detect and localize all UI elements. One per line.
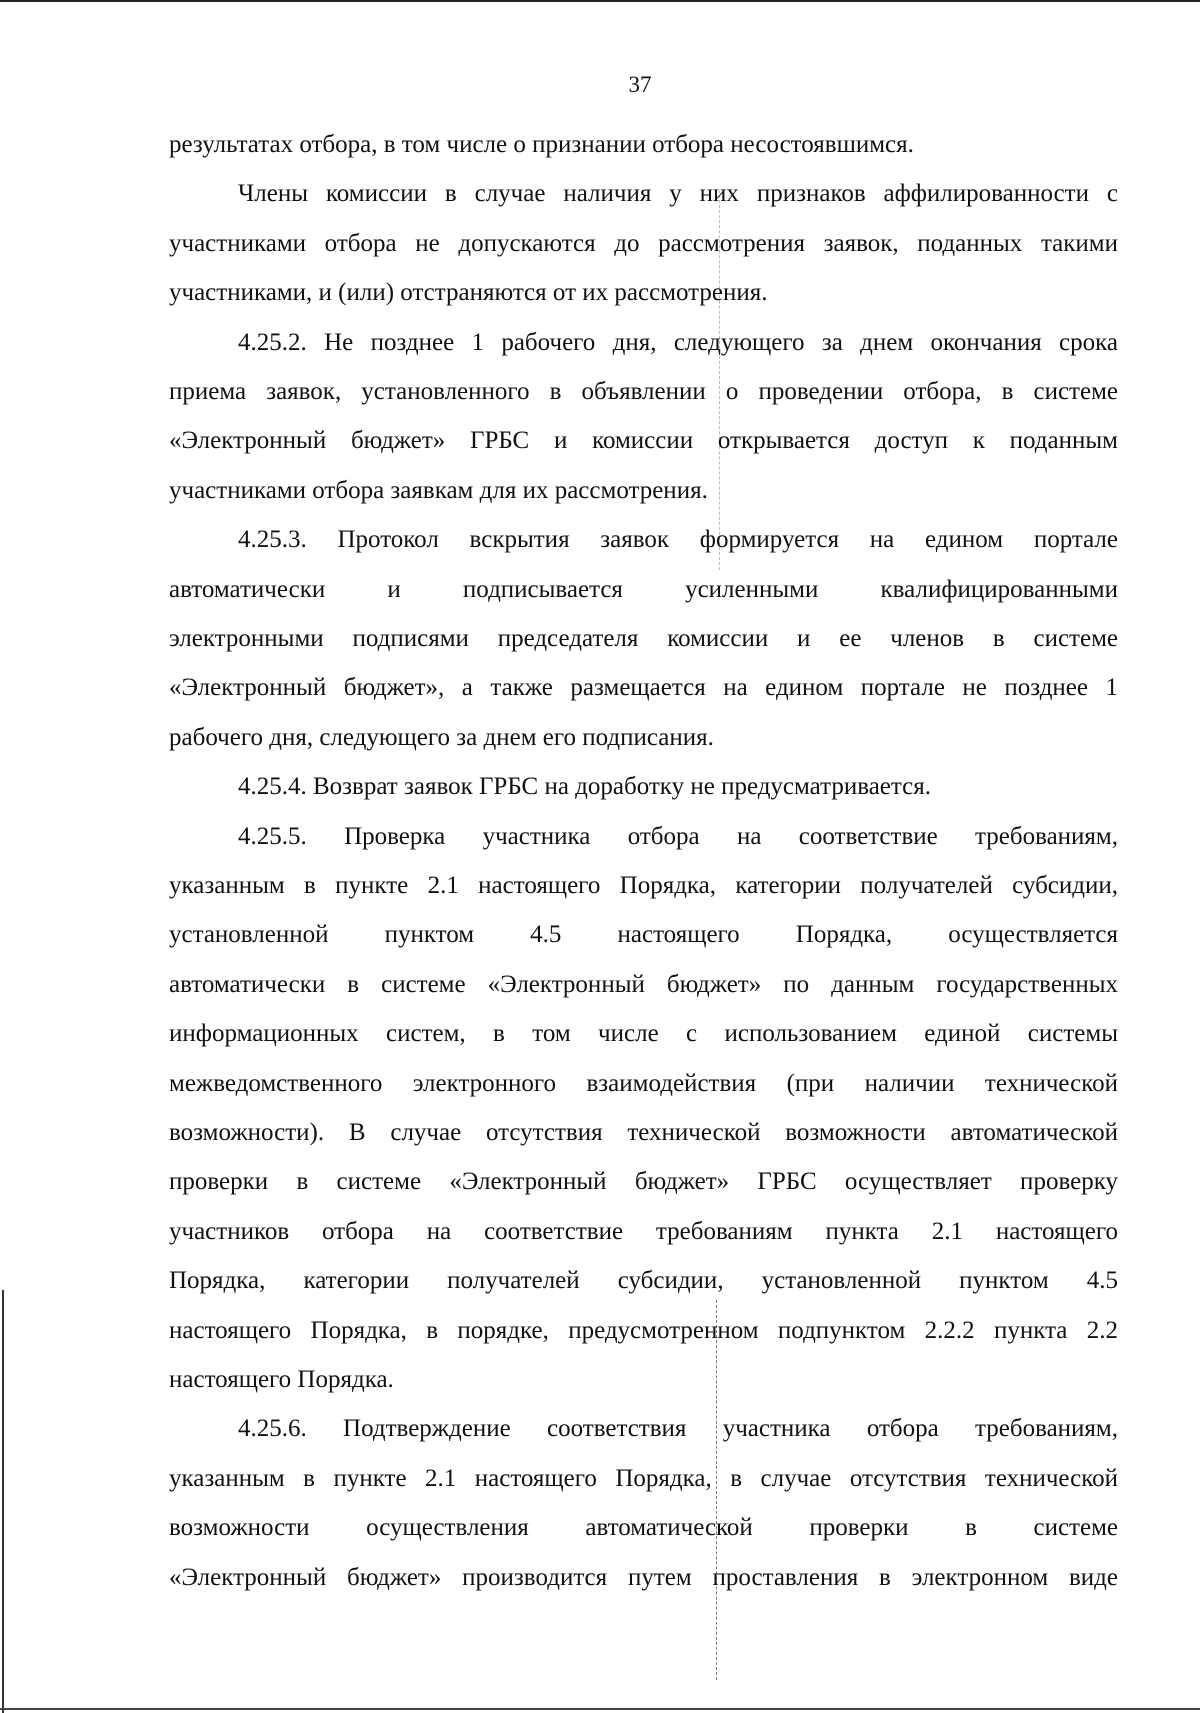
scan-border-left (2, 1290, 4, 1713)
paragraph-7-line: возможности осуществления автоматической проверки в системе (169, 1514, 1118, 1542)
scan-border-bottom (0, 1708, 1200, 1710)
paragraph-7-line: указанным в пункте 2.1 настоящего Порядка, в случае отсутствия технической (169, 1464, 1118, 1492)
paragraph-3-line: участниками отбора заявкам для их рассмотрения. (169, 476, 708, 504)
paragraph-4-line: электронными подписями председателя комиссии и ее членов в системе (169, 625, 1118, 652)
paragraph-6-line: автоматически в системе «Электронный бюджет» по данным государственных (169, 970, 1118, 998)
paragraph-6-line: возможности). В случае отсутствия технической возможности автоматической (169, 1119, 1118, 1146)
paragraph-3-line: приема заявок, установленного в объявлении о проведении отбора, в системе (169, 378, 1118, 405)
paragraph-4-line: автоматически и подписывается усиленными квалифицированными (169, 575, 1118, 603)
paragraph-4-line: «Электронный бюджет», а также размещается на едином портале не позднее 1 (169, 674, 1118, 702)
paragraph-6-line: настоящего Порядка, в порядке, предусмотренном подпунктом 2.2.2 пункта 2.2 (169, 1316, 1118, 1344)
paragraph-5-line: 4.25.4. Возврат заявок ГРБС на доработку не предусматривается. (238, 773, 931, 801)
paragraph-4-line: рабочего дня, следующего за днем его подписания. (169, 723, 714, 751)
paragraph-6-line: установленной пунктом 4.5 настоящего Порядка, осуществляется (169, 921, 1118, 949)
paragraph-6-line: проверки в системе «Электронный бюджет» ГРБС осуществляет проверку (169, 1168, 1118, 1196)
paragraph-2-line: Члены комиссии в случае наличия у них признаков аффилированности с (238, 180, 1118, 208)
paragraph-7-line: «Электронный бюджет» производится путем проставления в электронном виде (169, 1563, 1118, 1591)
paragraph-6-line: настоящего Порядка. (169, 1366, 394, 1393)
page-number: 37 (628, 72, 652, 97)
paragraph-4-line: 4.25.3. Протокол вскрытия заявок формируется на едином портале (238, 526, 1118, 554)
paragraph-6-line: 4.25.5. Проверка участника отбора на соответствие требованиям, (238, 822, 1118, 850)
paragraph-2-line: участниками отбора не допускаются до рассмотрения заявок, поданных такими (169, 229, 1118, 257)
paragraph-3-line: «Электронный бюджет» ГРБС и комиссии открывается доступ к поданным (169, 427, 1118, 455)
paragraph-6-line: Порядка, категории получателей субсидии, установленной пунктом 4.5 (169, 1267, 1118, 1295)
paragraph-6-line: информационных систем, в том числе с использованием единой системы (169, 1020, 1118, 1048)
paragraph-2-line: участниками, и (или) отстраняются от их рассмотрения. (169, 279, 768, 307)
paragraph-6-line: участников отбора на соответствие требованиям пункта 2.1 настоящего (169, 1217, 1118, 1245)
scan-border-top (0, 0, 1200, 2)
paragraph-6-line: межведомственного электронного взаимодействия (при наличии технической (169, 1069, 1118, 1097)
paragraph-3-line: 4.25.2. Не позднее 1 рабочего дня, следующего за днем окончания срока (238, 328, 1118, 356)
paragraph-7-line: 4.25.6. Подтверждение соответствия участника отбора требованиям, (238, 1415, 1118, 1443)
paragraph-1-line: результатах отбора, в том числе о признании отбора несостоявшимся. (169, 131, 914, 158)
paragraph-6-line: указанным в пункте 2.1 настоящего Порядка, категории получателей субсидии, (169, 872, 1118, 899)
